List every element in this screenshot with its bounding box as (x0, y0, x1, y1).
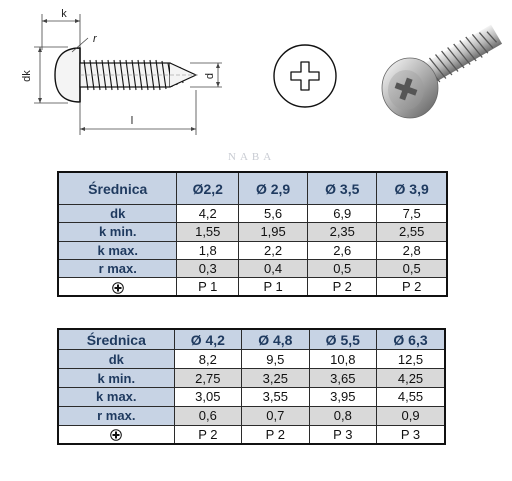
row-label: dk (58, 350, 174, 369)
screw-3d-image (382, 23, 503, 118)
dim-d-label: d (204, 72, 216, 80)
table-cell: P 2 (242, 425, 309, 444)
table-header-row (58, 329, 445, 350)
table-cell: 4,55 (377, 388, 445, 407)
screw-head-top-view (274, 45, 336, 107)
header-cell: Średnica (58, 329, 174, 350)
header-cell: Ø 4,2 (174, 329, 241, 350)
row-label: k min. (58, 223, 177, 241)
row-label-drive (58, 425, 174, 444)
table-cell: 5,6 (239, 205, 308, 223)
table-row (58, 388, 445, 407)
table-cell: P 3 (377, 425, 445, 444)
table-row (58, 241, 447, 259)
table-row (58, 350, 445, 369)
table-cell: 6,9 (308, 205, 377, 223)
spec-table-2 (57, 328, 446, 445)
spec-table-1 (57, 171, 448, 297)
row-label: k max. (58, 241, 177, 259)
row-label: dk (58, 205, 177, 223)
table-cell: 2,2 (239, 241, 308, 259)
table-cell: 0,5 (308, 259, 377, 277)
table-cell: P 2 (377, 278, 447, 296)
table-cell: 3,25 (242, 369, 309, 388)
dim-l-label: l (130, 115, 134, 127)
table-cell: 2,35 (308, 223, 377, 241)
table-row (58, 278, 447, 296)
table-cell: 0,3 (177, 259, 239, 277)
table-cell: 3,65 (309, 369, 376, 388)
header-cell: Ø 2,9 (239, 172, 308, 205)
header-cell: Ø 3,5 (308, 172, 377, 205)
table-cell: 7,5 (377, 205, 447, 223)
dim-r-label: r (93, 33, 97, 45)
table-cell: 0,4 (239, 259, 308, 277)
table-cell: 3,95 (309, 388, 376, 407)
table-cell: 2,8 (377, 241, 447, 259)
table-cell: 1,95 (239, 223, 308, 241)
table-cell: 12,5 (377, 350, 445, 369)
row-label: k min. (58, 369, 174, 388)
table-row (58, 406, 445, 425)
table-row (58, 425, 445, 444)
watermark: NABA (228, 151, 276, 163)
table-header-row (58, 172, 447, 205)
table-cell: 3,05 (174, 388, 241, 407)
table-cell: 0,5 (377, 259, 447, 277)
dim-k-label: k (61, 8, 67, 20)
table-cell: P 2 (174, 425, 241, 444)
table-cell: 4,2 (177, 205, 239, 223)
table-cell: 0,8 (309, 406, 376, 425)
table-cell: 2,55 (377, 223, 447, 241)
row-label-drive (58, 278, 177, 296)
row-label: k max. (58, 388, 174, 407)
header-cell: Średnica (58, 172, 177, 205)
table-row (58, 259, 447, 277)
table-row (58, 223, 447, 241)
header-cell: Ø 5,5 (309, 329, 376, 350)
dim-dk-label: dk (21, 70, 33, 82)
table-cell: P 1 (239, 278, 308, 296)
table-cell: 1,55 (177, 223, 239, 241)
table-cell: 3,55 (242, 388, 309, 407)
table-cell: P 1 (177, 278, 239, 296)
header-cell: Ø 6,3 (377, 329, 445, 350)
header-cell: Ø 4,8 (242, 329, 309, 350)
table-cell: 2,6 (308, 241, 377, 259)
header-cell: Ø 3,9 (377, 172, 447, 205)
table-row (58, 369, 445, 388)
table-cell: 8,2 (174, 350, 241, 369)
phillips-drive-icon (110, 429, 122, 441)
table-cell: 4,25 (377, 369, 445, 388)
table-cell: 0,7 (242, 406, 309, 425)
table-cell: 0,9 (377, 406, 445, 425)
phillips-drive-icon (112, 282, 124, 294)
row-label: r max. (58, 406, 174, 425)
table-cell: 0,6 (174, 406, 241, 425)
table-cell: 2,75 (174, 369, 241, 388)
table-cell: P 2 (308, 278, 377, 296)
table-cell: 10,8 (309, 350, 376, 369)
screw-technical-drawing (0, 0, 512, 160)
row-label: r max. (58, 259, 177, 277)
table-row (58, 205, 447, 223)
header-cell: Ø2,2 (177, 172, 239, 205)
table-cell: 9,5 (242, 350, 309, 369)
table-cell: P 3 (309, 425, 376, 444)
table-cell: 1,8 (177, 241, 239, 259)
